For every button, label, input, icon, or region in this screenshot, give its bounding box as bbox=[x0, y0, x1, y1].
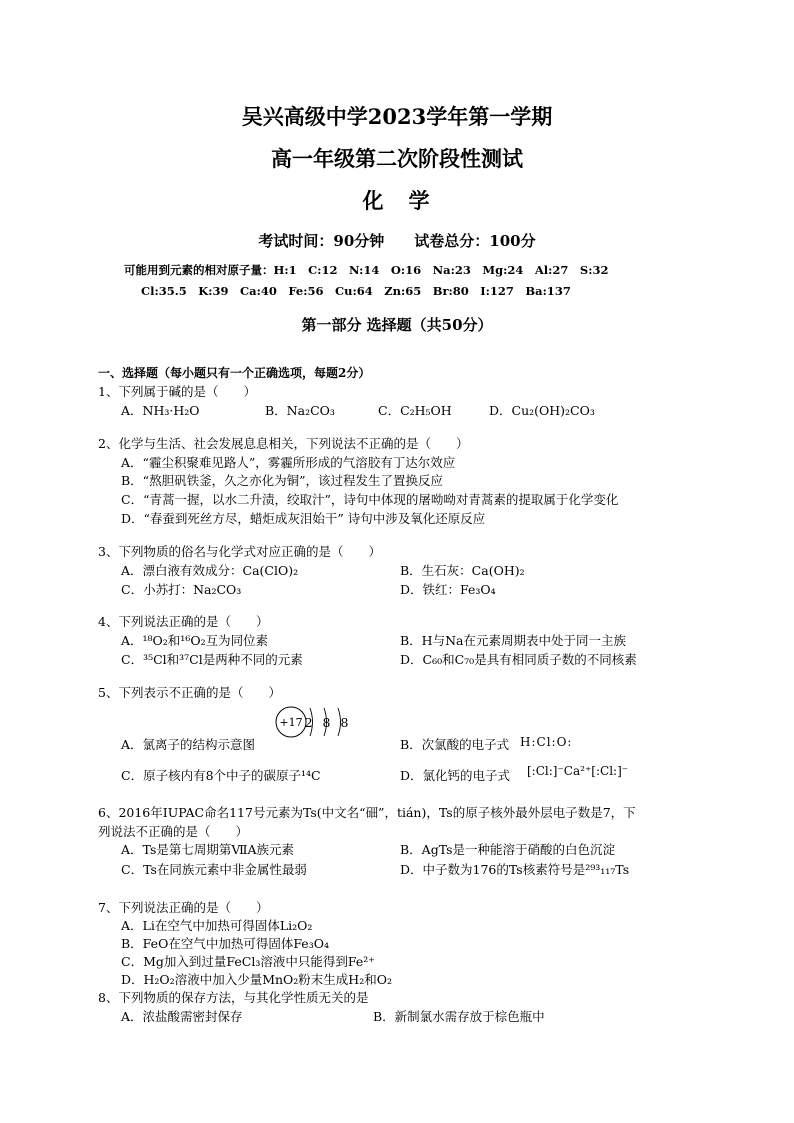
cacl2-electron-formula: [:Cl:]⁻Ca²⁺[:Cl:]⁻ bbox=[527, 764, 629, 778]
atomic-mass-line2: Cl:35.5 K:39 Ca:40 Fe:56 Cu:64 Zn:65 Br:80 I:127 Ba:137 bbox=[141, 284, 571, 298]
q6-option-b: B．AgTs是一种能溶于硝酸的白色沉淀 bbox=[400, 842, 616, 857]
q2-stem: 2、化学与生活、社会发展息息相关，下列说法不正确的是（ ） bbox=[98, 436, 469, 451]
q2-option-a: A．“霾尘积聚难见路人”，雾霾所形成的气溶胶有丁达尔效应 bbox=[121, 455, 456, 470]
q1-stem: 1、下列属于碱的是（ ） bbox=[98, 384, 256, 399]
q3-option-b: B．生石灰：Ca(OH)₂ bbox=[400, 563, 525, 578]
total-score: 试卷总分：100分 bbox=[414, 232, 536, 250]
q2-option-c: C．“青蒿一握，以水二升渍，绞取汁”，诗句中体现的屠呦呦对青蒿素的提取属于化学变化 bbox=[121, 492, 619, 507]
chloride-ion-structure-diagram bbox=[272, 700, 356, 746]
exam-time: 考试时间：90分钟 bbox=[258, 232, 385, 250]
q3-option-c: C．小苏打：Na₂CO₃ bbox=[121, 582, 242, 597]
shell-electrons: 2 8 8 bbox=[304, 715, 352, 730]
hclo-electron-formula: H:Cl:O: bbox=[520, 735, 573, 749]
q5-option-a: A．氯离子的结构示意图 bbox=[121, 737, 256, 752]
q4-stem: 4、下列说法正确的是（ ） bbox=[98, 614, 269, 629]
q6-option-c: C．Ts在同族元素中非金属性最弱 bbox=[121, 862, 307, 877]
part-header: 一、选择题（每小题只有一个正确选项，每题2分） bbox=[98, 366, 371, 380]
q3-option-a: A．漂白液有效成分：Ca(ClO)₂ bbox=[121, 563, 299, 578]
q7-option-a: A．Li在空气中加热可得固体Li₂O₂ bbox=[121, 918, 313, 933]
q5-option-b: B．次氯酸的电子式 bbox=[400, 737, 510, 752]
test-title: 高一年级第二次阶段性测试 bbox=[271, 146, 523, 171]
q6-option-a: A．Ts是第七周期第ⅦA族元素 bbox=[121, 842, 295, 857]
q4-option-d: D．C₆₀和C₇₀是具有相同质子数的不同核素 bbox=[400, 652, 637, 667]
section-title: 第一部分 选择题（共50分） bbox=[301, 316, 493, 334]
q4-option-c: C．³⁵Cl和³⁷Cl是两种不同的元素 bbox=[121, 652, 303, 667]
subject-title: 化 学 bbox=[362, 188, 432, 213]
q1-option-b: B．Na₂CO₃ bbox=[265, 403, 335, 418]
school-title: 吴兴高级中学2023学年第一学期 bbox=[241, 104, 553, 129]
q3-stem: 3、下列物质的俗名与化学式对应正确的是（ ） bbox=[98, 544, 381, 559]
q6-option-d: D．中子数为176的Ts核素符号是²⁹³₁₁₇Ts bbox=[400, 862, 630, 877]
q5-stem: 5、下列表示不正确的是（ ） bbox=[98, 685, 281, 700]
q4-option-a: A．¹⁸O₂和¹⁶O₂互为同位素 bbox=[121, 633, 269, 648]
q6-stem-line2: 列说法不正确的是（ ） bbox=[98, 824, 249, 839]
q7-option-d: D．H₂O₂溶液中加入少量MnO₂粉末生成H₂和O₂ bbox=[121, 972, 392, 987]
q6-stem-line1: 6、2016年IUPAC命名117号元素为Ts(中文名“鿬”，tián)，Ts的原子核外最外层电子数是7，下 bbox=[98, 805, 636, 820]
q5-option-c: C．原子核内有8个中子的碳原子¹⁴C bbox=[121, 768, 321, 783]
q1-option-d: D．Cu₂(OH)₂CO₃ bbox=[489, 403, 595, 418]
q2-option-b: B．“熬胆矾铁釜，久之亦化为铜”，该过程发生了置换反应 bbox=[121, 473, 443, 488]
q8-stem: 8、下列物质的保存方法，与其化学性质无关的是 bbox=[98, 990, 369, 1005]
q8-option-b: B．新制氯水需存放于棕色瓶中 bbox=[373, 1009, 545, 1024]
q1-option-a: A．NH₃·H₂O bbox=[121, 403, 200, 418]
exam-info bbox=[0, 230, 794, 251]
q1-option-c: C．C₂H₅OH bbox=[378, 403, 452, 418]
q7-option-c: C．Mg加入到过量FeCl₃溶液中只能得到Fe²⁺ bbox=[121, 954, 375, 969]
q5-option-d: D．氯化钙的电子式 bbox=[400, 768, 511, 783]
atomic-mass-line1: 可能用到元素的相对原子量：H:1 C:12 N:14 O:16 Na:23 Mg:24 Al:27 S:32 bbox=[124, 263, 609, 277]
q7-stem: 7、下列说法正确的是（ ） bbox=[98, 900, 269, 915]
q2-option-d: D．“春蚕到死丝方尽，蜡炬成灰泪始干” 诗句中涉及氧化还原反应 bbox=[121, 511, 486, 526]
q8-option-a: A．浓盐酸需密封保存 bbox=[121, 1009, 243, 1024]
q3-option-d: D．铁红：Fe₃O₄ bbox=[400, 582, 496, 597]
nucleus-label: +17 bbox=[279, 716, 303, 729]
q4-option-b: B．H与Na在元素周期表中处于同一主族 bbox=[400, 633, 626, 648]
q7-option-b: B．FeO在空气中加热可得固体Fe₃O₄ bbox=[121, 936, 329, 951]
